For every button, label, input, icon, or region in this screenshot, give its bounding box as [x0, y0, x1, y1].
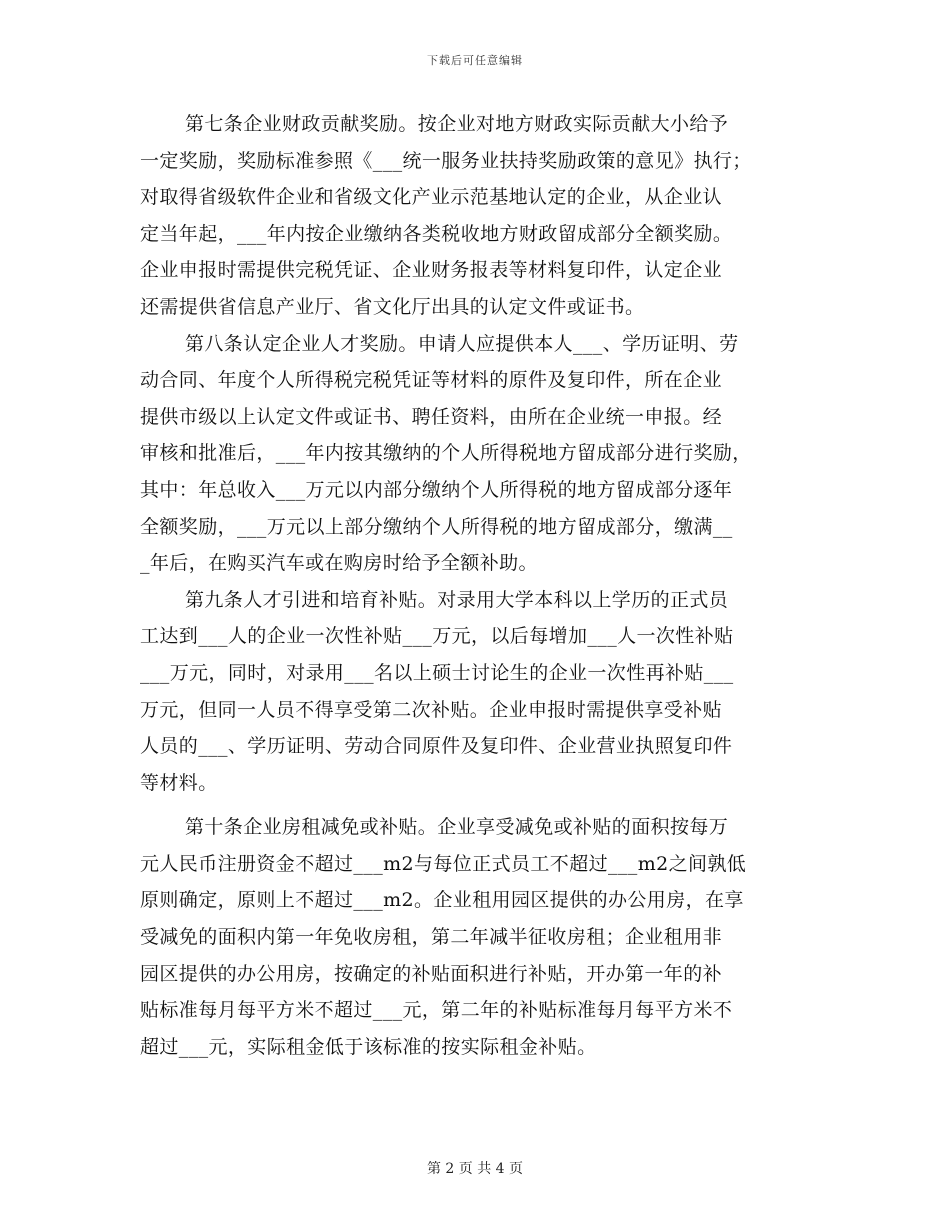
paragraph-line: 超过___元，实际租金低于该标准的按实际租金补贴。 [140, 1035, 597, 1058]
paragraph-line: 审核和批准后，___年内按其缴纳的个人所得税地方留成部分进行奖励， [140, 442, 752, 465]
article-9-paragraph [140, 582, 808, 802]
paragraph-line: 第八条认定企业人才奖励。申请人应提供本人___、学历证明、劳 [185, 332, 739, 355]
paragraph-line: 其中：年总收入___万元以内部分缴纳个人所得税的地方留成部分逐年 [140, 478, 733, 501]
paragraph-line: 全额奖励，___万元以上部分缴纳个人所得税的地方留成部分，缴满__ [140, 515, 733, 538]
article-8-paragraph [140, 326, 808, 582]
paragraph-line: 对取得省级软件企业和省级文化产业示范基地认定的企业，从企业认 [140, 186, 723, 209]
paragraph-line: 一定奖励，奖励标准参照《___统一服务业扶持奖励政策的意见》执行； [140, 149, 752, 172]
paragraph-line: 园区提供的办公用房，按确定的补贴面积进行补贴，开办第一年的补 [140, 962, 723, 985]
document-body [140, 106, 808, 1065]
paragraph-line: 等材料。 [140, 771, 218, 794]
paragraph-line: 定当年起，___年内按企业缴纳各类税收地方财政留成部分全额奖励。 [140, 222, 733, 245]
paragraph-line: 还需提供省信息产业厅、省文化厅出具的认定文件或证书。 [140, 295, 645, 318]
paragraph-line: 万元，但同一人员不得享受第二次补贴。企业申报时需提供享受补贴 [140, 698, 723, 721]
paragraph-line: 元人民币注册资金不超过___m2与每位正式员工不超过___m2之间孰低 [140, 852, 747, 875]
paragraph-line: 提供市级以上认定文件或证书、聘任资料，由所在企业统一申报。经 [140, 405, 723, 428]
paragraph-line: 第九条人才引进和培育补贴。对录用大学本科以上学历的正式员 [185, 588, 729, 611]
article-10-paragraph [140, 809, 808, 1065]
paragraph-line: 人员的___、学历证明、劳动合同原件及复印件、企业营业执照复印件 [140, 735, 733, 758]
paragraph-line: 动合同、年度个人所得税完税凭证等材料的原件及复印件，所在企业 [140, 369, 723, 392]
paragraph-line: 贴标准每月每平方米不超过___元，第二年的补贴标准每月每平方米不 [140, 999, 733, 1022]
paragraph-spacer [140, 801, 808, 809]
paragraph-line: 原则确定，原则上不超过___m2。企业租用园区提供的办公用房，在享 [140, 889, 744, 912]
paragraph-line: 第十条企业房租减免或补贴。企业享受减免或补贴的面积按每万 [185, 816, 729, 839]
paragraph-line: 第七条企业财政贡献奖励。按企业对地方财政实际贡献大小给予 [185, 113, 729, 135]
page-header-note: 下载后可任意编辑 [427, 54, 523, 67]
paragraph-line: _年后，在购买汽车或在购房时给予全额补助。 [140, 552, 538, 575]
paragraph-line: 企业申报时需提供完税凭证、企业财务报表等材料复印件，认定企业 [140, 259, 723, 282]
paragraph-line: ___万元，同时，对录用___名以上硕士讨论生的企业一次性再补贴___ [140, 661, 734, 684]
paragraph-line: 工达到___人的企业一次性补贴___万元，以后每增加___人一次性补贴 [140, 625, 734, 648]
article-7-paragraph [140, 106, 808, 326]
page-number-footer: 第 2 页 共 4 页 [426, 1161, 524, 1177]
paragraph-line: 受减免的面积内第一年免收房租，第二年减半征收房租；企业租用非 [140, 926, 723, 949]
